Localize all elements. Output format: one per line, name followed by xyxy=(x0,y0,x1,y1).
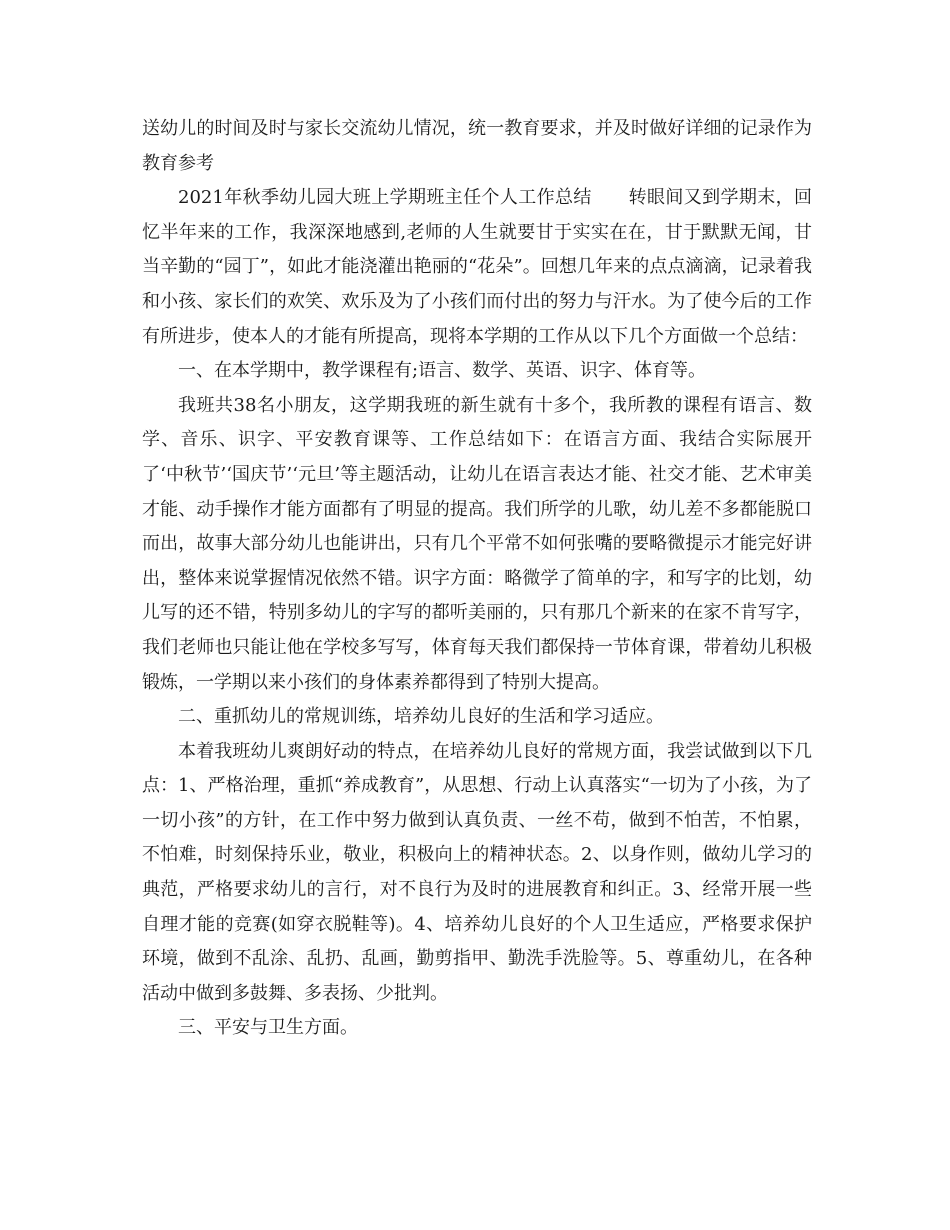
paragraph-routine: 本着我班幼儿爽朗好动的特点，在培养幼儿良好的常规方面，我尝试做到以下几点：1、严格治理，重抓“养成教育”，从思想、行动上认真落实“一切为了小孩，为了一切小孩”的方针，在工作中努力做到认真负责、一丝不苟，做到不怕苦，不怕累，不怕难，时刻保持乐业，敬业，积极向上的精神状态。2、以身作则，做幼儿学习的典范，严格要求幼儿的言行，对不良行为及时的进展教育和纠正。3、经常开展一些自理才能的竞赛(如穿衣脱鞋等)。4、培养幼儿良好的个人卫生适应，严格要求保护环境，做到不乱涂、乱扔、乱画，勤剪指甲、勤洗手洗脸等。5、尊重幼儿，在各种活动中做到多鼓舞、多表扬、少批判。 xyxy=(142,740,812,1004)
section-heading-1: 一、在本学期中，教学课程有;语言、数学、英语、识字、体育等。 xyxy=(178,360,707,382)
paragraph-title-intro: 2021年秋季幼儿园大班上学期班主任个人工作总结 转眼间又到学期末，回忆半年来的工作，我深深地感到,老师的人生就要甘于实实在在，甘于默默无闻，甘当辛勤的“园丁”，如此才能浇灌出艳丽的“花朵”。回想几年来的点点滴滴，记录着我和小孩、家长们的欢笑、欢乐及为了小孩们而付出的努力与汗水。为了使今后的工作有所进步，使本人的才能有所提高，现将本学期的工作从以下几个方面做一个总结： xyxy=(142,187,812,347)
document-page xyxy=(142,112,812,1046)
section-heading-2: 二、重抓幼儿的常规训练，培养幼儿良好的生活和学习适应。 xyxy=(178,706,664,728)
paragraph-continuation: 送幼儿的时间及时与家长交流幼儿情况，统一教育要求，并及时做好详细的记录作为教育参考 xyxy=(142,118,812,174)
paragraph-teaching: 我班共38名小朋友，这学期我班的新生就有十多个，我所教的课程有语言、数学、音乐、识字、平安教育课等、工作总结如下：在语言方面、我结合实际展开了‘中秋节’‘国庆节’‘元旦’等主题活动，让幼儿在语言表达才能、社交才能、艺术审美才能、动手操作才能方面都有了明显的提高。我们所学的儿歌，幼儿差不多都能脱口而出，故事大部分幼儿也能讲出，只有几个平常不如何张嘴的要略微提示才能完好讲出，整体来说掌握情况依然不错。识字方面：略微学了简单的字，和写字的比划，幼儿写的还不错，特别多幼儿的字写的都听美丽的，只有那几个新来的在家不肯写字，我们老师也只能让他在学校多写写，体育每天我们都保持一节体育课，带着幼儿积极锻炼，一学期以来小孩们的身体素养都得到了特别大提高。 xyxy=(142,394,812,693)
section-heading-3: 三、平安与卫生方面。 xyxy=(178,1017,358,1039)
